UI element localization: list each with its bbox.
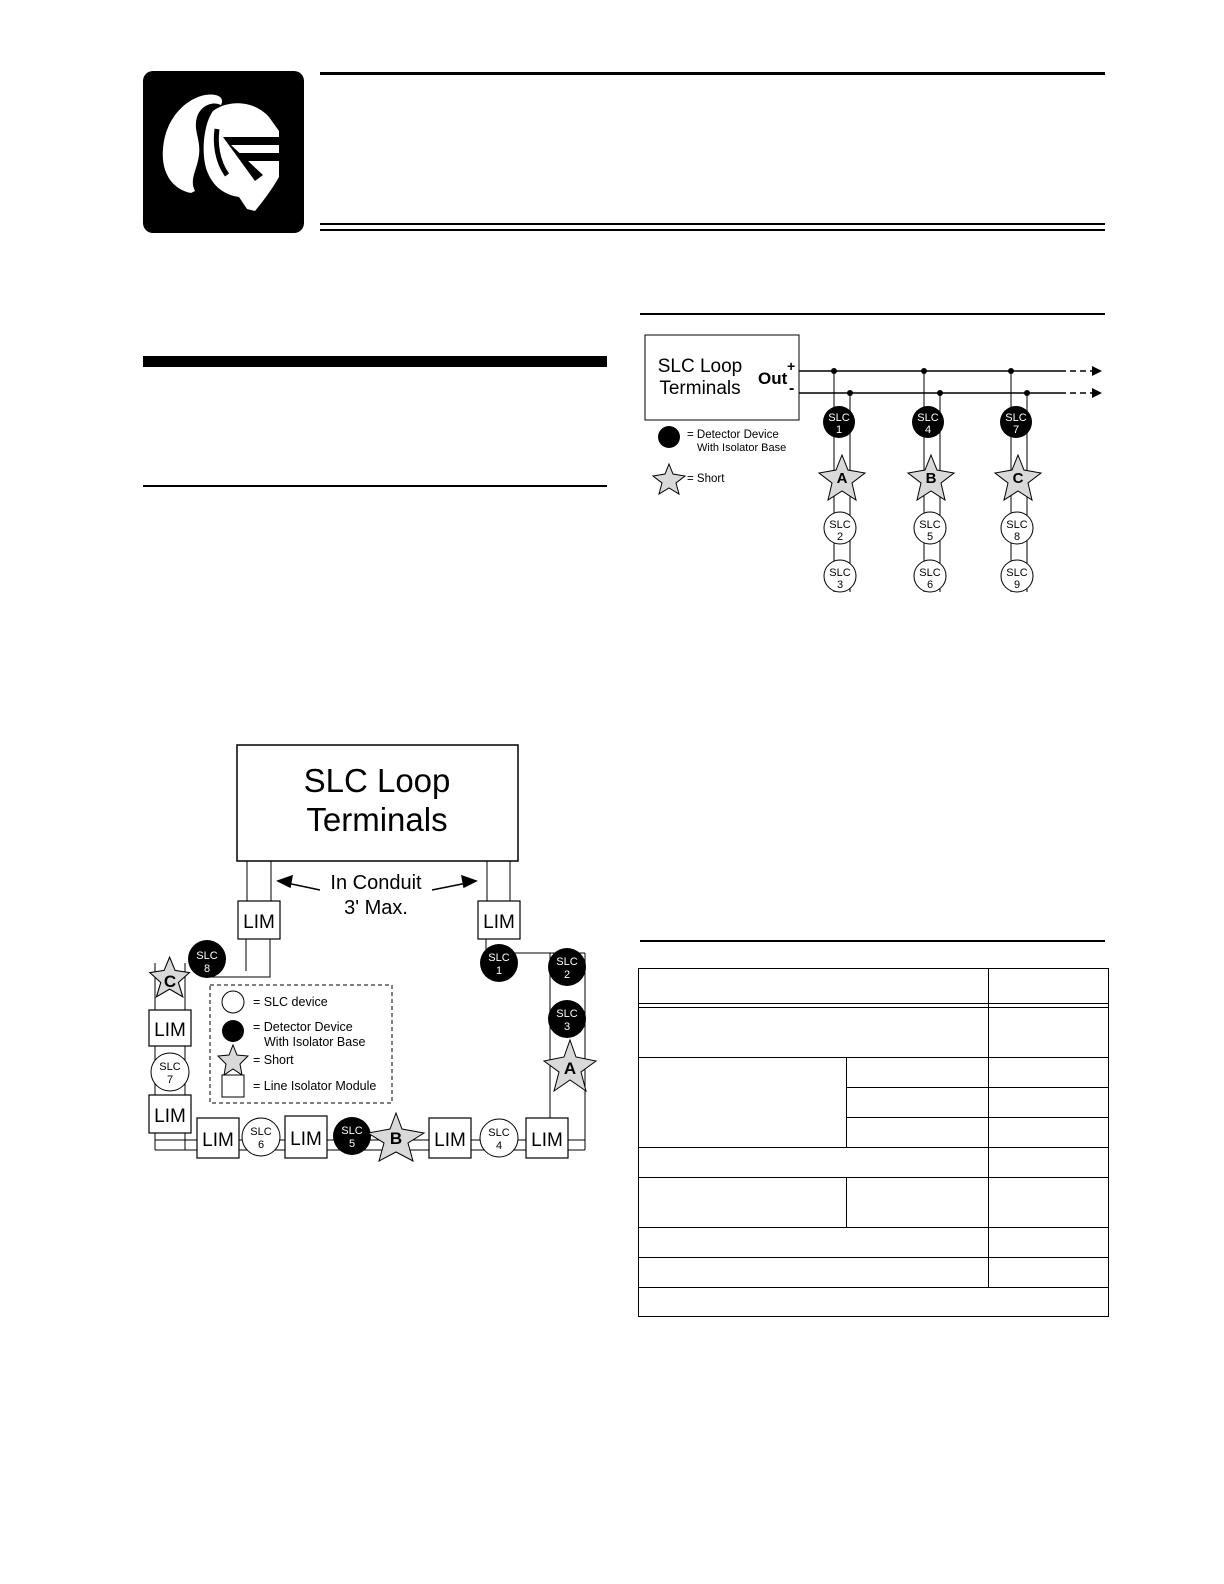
svg-text:9: 9 (1013, 579, 1021, 591)
svg-text:7: 7 (166, 1074, 174, 1086)
lim-label: LIM (202, 1130, 234, 1151)
svg-text:1: 1 (495, 965, 503, 977)
legend-slc-device: = SLC device (253, 995, 328, 1009)
svg-text:SLC: SLC (488, 1127, 510, 1139)
legend-lim: = Line Isolator Module (253, 1079, 377, 1093)
slc-device-2 (548, 948, 586, 986)
out-plus: + (787, 358, 796, 374)
table-top-rule (640, 940, 1105, 942)
svg-text:SLC: SLC (1006, 519, 1028, 531)
svg-text:SLC: SLC (556, 956, 578, 968)
branch-terminals-title-1: SLC Loop (657, 356, 743, 377)
lim-label: LIM (434, 1130, 466, 1151)
svg-text:C: C (1012, 470, 1024, 487)
slc-device-7 (151, 1053, 189, 1091)
lim-label: LIM (483, 912, 515, 933)
svg-text:8: 8 (1013, 531, 1021, 543)
svg-text:SLC: SLC (1006, 567, 1028, 579)
svg-text:SLC: SLC (196, 950, 218, 962)
conduit-right (487, 861, 510, 902)
branch-legend-detector-1: = Detector Device (687, 429, 779, 441)
loop-terminals-title-1: SLC Loop (303, 762, 451, 799)
company-logo (143, 71, 304, 233)
bus-arrow-plus (1092, 366, 1102, 376)
svg-text:1: 1 (835, 424, 843, 436)
svg-text:2: 2 (563, 969, 571, 981)
out-label: Out (758, 369, 788, 388)
bus-arrow-minus (1092, 388, 1102, 398)
slc-bus (799, 371, 1095, 393)
lim-label: LIM (290, 1129, 322, 1150)
out-minus: - (789, 380, 795, 397)
header-bottom-rule-1 (320, 223, 1105, 225)
svg-text:2: 2 (836, 531, 844, 543)
svg-text:8: 8 (203, 963, 211, 975)
svg-text:SLC: SLC (159, 1061, 181, 1073)
svg-text:SLC: SLC (488, 952, 510, 964)
conduit-label-2: 3' Max. (344, 897, 408, 919)
slc-device-4 (480, 1119, 518, 1157)
short-star-c (150, 957, 190, 997)
legend-detector-1: = Detector Device (253, 1020, 353, 1034)
branch-terminals-title-2: Terminals (659, 378, 741, 399)
svg-text:SLC: SLC (917, 412, 939, 424)
slc-device-5 (333, 1117, 371, 1155)
svg-text:6: 6 (926, 579, 934, 591)
svg-text:4: 4 (495, 1140, 503, 1152)
svg-text:3: 3 (563, 1021, 571, 1033)
legend-detector-2: With Isolator Base (264, 1035, 366, 1049)
svg-text:SLC: SLC (829, 567, 851, 579)
svg-text:5: 5 (348, 1138, 356, 1150)
branch-legend-detector-2: With Isolator Base (697, 442, 787, 454)
branch-1 (819, 368, 865, 592)
lim-label: LIM (154, 1020, 186, 1041)
header-bottom-rule-2 (320, 229, 1105, 231)
conduit-arrow-left (278, 876, 320, 890)
conduit-arrow-right (432, 876, 476, 890)
svg-text:SLC: SLC (250, 1126, 272, 1138)
svg-text:SLC: SLC (919, 519, 941, 531)
svg-text:C: C (163, 972, 177, 991)
branch-2 (908, 368, 954, 592)
svg-text:A: A (836, 470, 848, 487)
svg-text:SLC: SLC (1005, 412, 1027, 424)
lim-label: LIM (154, 1106, 186, 1127)
slc-device-6 (242, 1118, 280, 1156)
svg-text:SLC: SLC (556, 1008, 578, 1020)
branch-legend-detector-symbol (658, 426, 680, 448)
lim-label: LIM (531, 1130, 563, 1151)
legend-short: = Short (253, 1053, 294, 1067)
conduit-left (247, 861, 271, 902)
svg-text:7: 7 (1012, 424, 1020, 436)
short-star-a (544, 1040, 596, 1091)
knight-helmet-icon (143, 71, 304, 233)
branch-legend-short: = Short (687, 473, 725, 485)
svg-text:SLC: SLC (341, 1125, 363, 1137)
svg-text:B: B (389, 1129, 403, 1148)
branch-3 (995, 368, 1041, 592)
svg-text:6: 6 (257, 1139, 265, 1151)
svg-text:SLC: SLC (919, 567, 941, 579)
conduit-label-1: In Conduit (330, 872, 422, 894)
svg-text:5: 5 (926, 531, 934, 543)
class-a-loop-diagram (130, 735, 610, 1175)
section-divider-left (143, 485, 607, 487)
figure-top-rule-right (640, 313, 1105, 315)
svg-text:A: A (563, 1059, 577, 1078)
slc-device-3 (548, 1000, 586, 1038)
svg-text:B: B (925, 470, 937, 487)
header-top-rule (320, 72, 1105, 75)
short-star-b (368, 1113, 424, 1161)
branch-legend-short-symbol (653, 464, 685, 494)
svg-text:SLC: SLC (828, 412, 850, 424)
svg-text:SLC: SLC (829, 519, 851, 531)
lim-label: LIM (243, 912, 275, 933)
class-b-branch-diagram (640, 330, 1110, 600)
slc-device-8 (188, 940, 226, 978)
svg-text:4: 4 (924, 424, 932, 436)
loop-terminals-title-2: Terminals (306, 801, 448, 838)
slc-device-1 (480, 944, 518, 982)
spec-table (638, 968, 1109, 1317)
section-heading-bar (143, 356, 607, 367)
svg-text:3: 3 (836, 579, 844, 591)
